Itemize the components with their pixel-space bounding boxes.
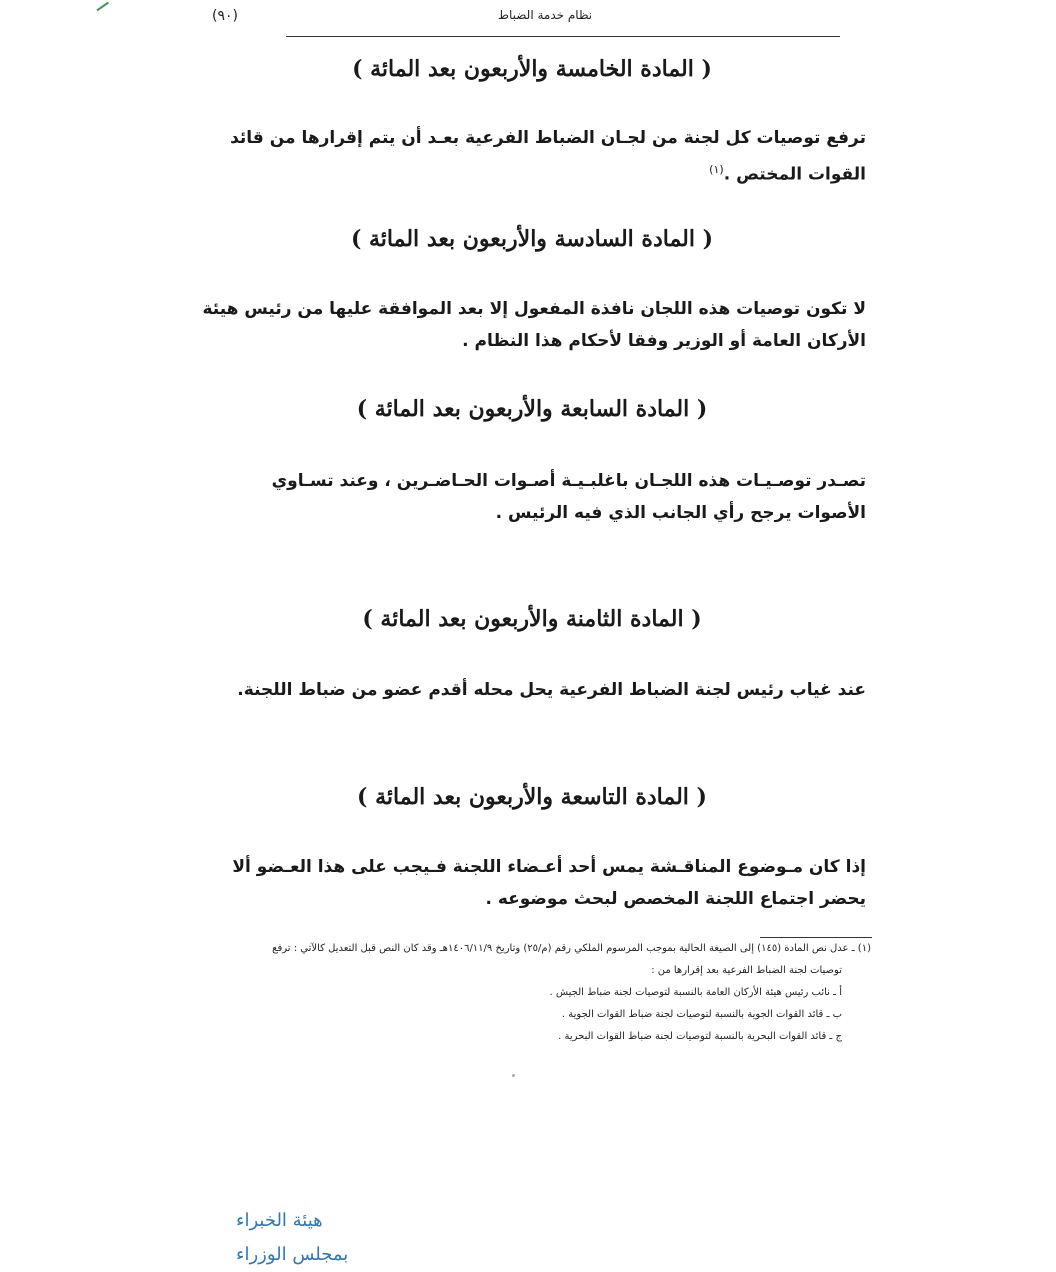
footnote-1-item-a: أ ـ نائب رئيس هيئة الأركان العامة بالنسبة لتوصيات لجنة ضباط الجيش .	[549, 987, 842, 998]
corner-mark	[93, 0, 109, 11]
footnote-rule	[760, 937, 872, 938]
article-145-line-2-text: القوات المختص .	[723, 164, 866, 185]
footnote-1-line-2: توصيات لجنة الضباط الفرعية بعد إقرارها من :	[651, 965, 842, 976]
article-147-line-1: تصـدر توصـيـات هذه اللجـان باغلبـيـة أصـوات الحـاضـرين ، وعند تسـاوي	[271, 471, 866, 491]
article-147-text	[196, 465, 866, 529]
article-146-heading: ( المادة السادسة والأربعون بعد المائة )	[350, 226, 714, 252]
footnote-1: (١) ـ عدل نص المادة (١٤٥) إلى الصيغة الحالية بموجب المرسوم الملكي رقم (م/٢٥) وتاريخ ١٤٠٦/١١/٩هـ وقد كان النص قبل التعديل كالآتي : ترفع	[272, 943, 871, 954]
footnote-1-item-b: ب ـ قائد القوات الجوية بالنسبة لتوصيات لجنة ضباط القوات الجوية .	[561, 1009, 842, 1020]
article-147-heading: ( المادة السابعة والأربعون بعد المائة )	[356, 396, 708, 422]
footnote-1-item-c: ج ـ قائد القوات البحرية بالنسبة لتوصيات لجنة ضباط القوات البحرية .	[558, 1031, 842, 1042]
article-148-text	[196, 674, 866, 706]
article-148-heading: ( المادة الثامنة والأربعون بعد المائة )	[362, 606, 702, 632]
article-145-heading: ( المادة الخامسة والأربعون بعد المائة )	[352, 56, 712, 82]
scan-speck	[512, 1074, 515, 1077]
running-header-title: نظام خدمة الضباط	[497, 8, 593, 22]
header-rule	[286, 36, 840, 37]
article-149-heading: ( المادة التاسعة والأربعون بعد المائة )	[357, 784, 707, 810]
article-149-line-2: يحضر اجتماع اللجنة المخصص لبحث موضوعه .	[485, 889, 866, 909]
article-149-text	[196, 851, 866, 915]
footnote-ref[interactable]: (١)	[709, 163, 724, 176]
article-145-line-1: ترفع توصيات كل لجنة من لجـان الضباط الفرعية بعـد أن يتم إقرارها من قائد	[230, 128, 866, 148]
page-number: (٩٠)	[212, 8, 238, 24]
article-146-line-2: الأركان العامة أو الوزير وفقا لأحكام هذا النظام .	[462, 331, 866, 351]
article-148-line-1: عند غياب رئيس لجنة الضباط الفرعية يحل محله أقدم عضو من ضباط اللجنة.	[237, 680, 866, 700]
stamp-text: هيئة الخبراء بمجلس الوزراء	[236, 1210, 349, 1265]
article-146-line-1: لا تكون توصيات هذه اللجان نافذة المفعول إلا بعد الموافقة عليها من رئيس هيئة	[202, 299, 866, 319]
article-149-line-1: إذا كان مـوضوع المناقـشة يمس أحد أعـضاء اللجنة فـيجب على هذا العـضو ألا	[232, 857, 866, 877]
article-145-text	[196, 122, 866, 191]
article-146-text	[196, 293, 866, 357]
article-145-line-2	[196, 154, 866, 191]
article-147-line-2: الأصوات يرجح رأي الجانب الذي فيه الرئيس .	[495, 503, 866, 523]
